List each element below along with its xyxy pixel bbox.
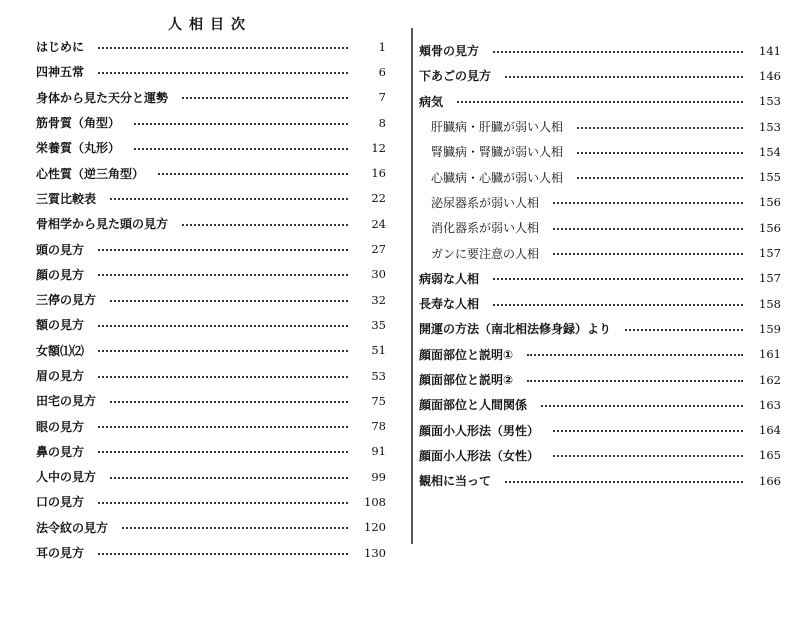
toc-entry: [36, 262, 386, 287]
toc-entry-title: はじめに: [36, 40, 85, 55]
toc-entry-page-number: 158: [759, 296, 781, 311]
toc-entry-page-number: 165: [759, 448, 781, 463]
toc-entry: [36, 413, 386, 438]
dot-leader: [625, 329, 743, 331]
toc-entry-title: 消化器系が弱い人相: [431, 221, 540, 236]
toc-entry-title: 頬骨の見方: [419, 44, 480, 59]
dot-leader: [541, 405, 743, 407]
dot-leader: [577, 127, 743, 129]
toc-entry-page-number: 153: [759, 94, 781, 109]
toc-entry: [36, 312, 386, 337]
toc-entry-title: 女額⑴⑵: [36, 343, 85, 358]
toc-entry-page-number: 1: [378, 39, 386, 54]
toc-entry-page-number: 16: [371, 166, 386, 181]
toc-entry-title: 下あごの見方: [419, 69, 492, 84]
toc-entry-title: 筋骨質（角型）: [36, 116, 121, 131]
toc-entry: [36, 135, 386, 160]
toc-entry: [419, 89, 781, 114]
toc-entry-title: 法令紋の見方: [36, 520, 109, 535]
toc-entry-title: 泌尿器系が弱い人相: [431, 195, 540, 210]
toc-entry-title: 顔面部位と説明①: [419, 347, 514, 362]
toc-entry-page-number: 156: [759, 195, 781, 210]
toc-entry: [419, 215, 781, 240]
dot-leader: [553, 228, 743, 230]
toc-left-column: [36, 34, 386, 565]
dot-leader: [98, 502, 348, 504]
toc-entry-page-number: 157: [759, 246, 781, 261]
toc-entry-title: 病気: [419, 94, 444, 109]
toc-entry-title: 顔面部位と人間関係: [419, 398, 528, 413]
toc-entry: [36, 211, 386, 236]
dot-leader: [553, 455, 743, 457]
dot-leader: [98, 553, 348, 555]
toc-entry: [419, 240, 781, 265]
dot-leader: [493, 51, 743, 53]
toc-entry-page-number: 141: [759, 43, 781, 58]
toc-entry-page-number: 53: [371, 368, 386, 383]
dot-leader: [527, 354, 743, 356]
dot-leader: [553, 430, 743, 432]
toc-entry-title: 顔面部位と説明②: [419, 373, 514, 387]
dot-leader: [553, 253, 743, 255]
dot-leader: [110, 401, 348, 403]
toc-entry-title: 顔面小人形法（女性）: [419, 448, 540, 463]
toc-entry: [419, 367, 781, 392]
toc-entry-title: 眼の見方: [36, 419, 85, 434]
toc-entry: [419, 417, 781, 442]
dot-leader: [98, 451, 348, 453]
dot-leader: [134, 148, 348, 150]
toc-entry-title: 身体から見た天分と運勢: [36, 90, 169, 105]
toc-entry: [36, 540, 386, 565]
dot-leader: [110, 300, 348, 302]
dot-leader: [98, 350, 348, 352]
dot-leader: [182, 97, 348, 99]
toc-entry: [419, 38, 781, 63]
toc-entry-title: 心性質（逆三角型）: [36, 166, 145, 181]
toc-entry-page-number: 27: [371, 242, 386, 257]
dot-leader: [122, 527, 348, 529]
dot-leader: [98, 47, 348, 49]
dot-leader: [98, 426, 348, 428]
dot-leader: [505, 76, 743, 78]
toc-entry: [36, 287, 386, 312]
toc-entry: [36, 34, 386, 59]
toc-entry: [419, 139, 781, 164]
toc-entry: [36, 363, 386, 388]
dot-leader: [493, 304, 743, 306]
toc-entry-title: 田宅の見方: [36, 394, 97, 409]
toc-entry: [36, 85, 386, 110]
toc-entry-page-number: 154: [759, 144, 781, 159]
toc-entry-page-number: 166: [759, 473, 781, 488]
toc-entry-page-number: 78: [371, 419, 386, 434]
toc-entry-title: 病弱な人相: [419, 271, 480, 286]
toc-entry-page-number: 91: [371, 444, 386, 459]
toc-entry-title: 顔面小人形法（男性）: [419, 423, 540, 438]
toc-entry: [36, 464, 386, 489]
toc-entry: [419, 266, 781, 291]
toc-entry-page-number: 75: [371, 393, 386, 408]
dot-leader: [527, 380, 743, 382]
dot-leader: [158, 173, 348, 175]
toc-entry-page-number: 155: [759, 170, 781, 185]
toc-entry: [36, 439, 386, 464]
toc-entry-page-number: 161: [759, 347, 781, 362]
toc-entry-page-number: 99: [371, 469, 386, 484]
toc-entry: [36, 338, 386, 363]
dot-leader: [553, 202, 743, 204]
page-title: 人相目次: [168, 17, 252, 33]
dot-leader: [577, 177, 743, 179]
dot-leader: [110, 477, 348, 479]
toc-entry-title: 肝臓病・肝臓が弱い人相: [431, 120, 564, 135]
toc-entry-page-number: 12: [371, 140, 386, 155]
dot-leader: [493, 278, 743, 280]
toc-entry-title: 四神五常: [36, 65, 85, 80]
toc-entry-page-number: 51: [371, 343, 386, 358]
dot-leader: [98, 249, 348, 251]
toc-entry-page-number: 120: [364, 520, 386, 535]
toc-entry: [36, 236, 386, 261]
toc-entry: [419, 164, 781, 189]
toc-entry: [419, 342, 781, 367]
toc-entry-page-number: 108: [364, 494, 386, 509]
toc-entry-page-number: 159: [759, 321, 781, 336]
dot-leader: [134, 123, 348, 125]
toc-entry-title: 眉の見方: [36, 369, 85, 383]
toc-entry: [419, 190, 781, 215]
toc-entry-page-number: 157: [759, 271, 781, 286]
toc-entry-title: 三質比較表: [36, 191, 97, 206]
toc-entry-title: 開運の方法（南北相法修身録）より: [419, 322, 612, 337]
toc-entry: [36, 59, 386, 84]
dot-leader: [98, 325, 348, 327]
toc-entry-title: 顔の見方: [36, 267, 85, 282]
toc-entry: [419, 392, 781, 417]
dot-leader: [577, 152, 743, 154]
toc-entry: [36, 489, 386, 514]
toc-entry-page-number: 156: [759, 220, 781, 235]
toc-entry-page-number: 24: [371, 216, 386, 231]
toc-entry-page-number: 164: [759, 423, 781, 438]
dot-leader: [457, 101, 743, 103]
dot-leader: [98, 376, 348, 378]
toc-entry: [419, 114, 781, 139]
toc-entry-page-number: 22: [371, 191, 386, 206]
toc-entry-title: 心臓病・心臓が弱い人相: [431, 170, 564, 185]
toc-entry-title: ガンに要注意の人相: [431, 246, 540, 261]
dot-leader: [98, 72, 348, 74]
toc-entry-page-number: 30: [371, 267, 386, 282]
toc-entry-page-number: 153: [759, 119, 781, 134]
toc-entry-page-number: 35: [371, 317, 386, 332]
toc-entry: [36, 110, 386, 135]
dot-leader: [505, 481, 743, 483]
toc-entry: [419, 63, 781, 88]
toc-entry: [36, 186, 386, 211]
toc-entry-title: 長寿な人相: [419, 297, 480, 312]
toc-entry: [36, 515, 386, 540]
toc-entry: [419, 316, 781, 341]
toc-entry-page-number: 6: [378, 64, 386, 79]
dot-leader: [98, 274, 348, 276]
toc-entry-page-number: 130: [364, 545, 386, 560]
dot-leader: [182, 224, 348, 226]
toc-entry: [419, 291, 781, 316]
toc-entry-page-number: 8: [378, 115, 386, 130]
column-divider: [411, 28, 413, 544]
toc-entry-page-number: 162: [759, 372, 781, 387]
toc-entry-title: 人中の見方: [36, 470, 97, 485]
toc-entry: [36, 160, 386, 185]
toc-entry: [36, 388, 386, 413]
toc-right-column: [419, 38, 781, 493]
toc-entry-title: 額の見方: [36, 318, 85, 333]
dot-leader: [110, 198, 348, 200]
toc-entry-page-number: 163: [759, 397, 781, 412]
toc-entry: [419, 468, 781, 493]
toc-entry-title: 耳の見方: [36, 546, 85, 561]
toc-entry-title: 頭の見方: [36, 242, 85, 257]
toc-entry-title: 口の見方: [36, 495, 85, 510]
toc-entry-page-number: 146: [759, 68, 781, 83]
toc-entry-title: 骨相学から見た頭の見方: [36, 217, 169, 232]
toc-entry-title: 腎臓病・腎臓が弱い人相: [431, 145, 564, 160]
toc-entry: [419, 443, 781, 468]
toc-entry-title: 鼻の見方: [36, 444, 85, 459]
toc-entry-title: 観相に当って: [419, 474, 492, 489]
toc-entry-title: 三停の見方: [36, 293, 97, 308]
toc-entry-page-number: 32: [371, 292, 386, 307]
toc-entry-title: 栄養質（丸形）: [36, 141, 121, 156]
toc-entry-page-number: 7: [378, 90, 386, 105]
